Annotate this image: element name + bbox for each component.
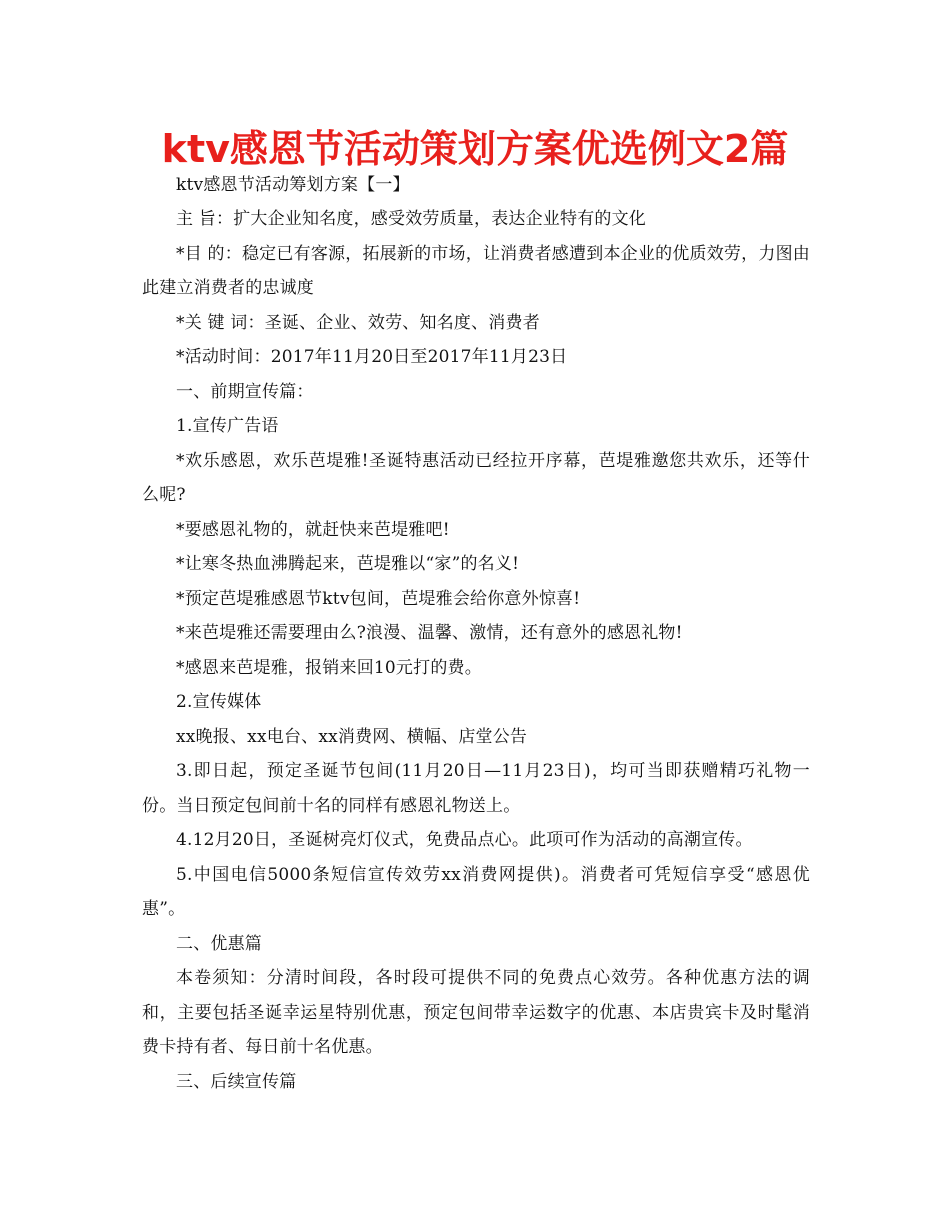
subsection-heading: 1.宣传广告语 bbox=[176, 416, 279, 436]
paragraph: *关 键 词：圣诞、企业、效劳、知名度、消费者 bbox=[176, 312, 540, 333]
paragraph: *感恩来芭堤雅，报销来回10元打的费。 bbox=[176, 657, 482, 678]
paragraph: ktv感恩节活动筹划方案【一】 bbox=[176, 175, 410, 195]
paragraph: 主 旨：扩大企业知名度，感受效劳质量，表达企业特有的文化 bbox=[176, 209, 647, 229]
paragraph: 5.中国电信5000条短信宣传效劳xx消费网提供)。消费者可凭短信享受“感恩优惠”。 bbox=[142, 864, 810, 919]
paragraph: *活动时间：2017年11月20日至2017年11月23日 bbox=[176, 347, 568, 367]
paragraph: *欢乐感恩，欢乐芭堤雅!圣诞特惠活动已经拉开序幕，芭堤雅邀您共欢乐，还等什么呢? bbox=[142, 450, 810, 505]
paragraph: 本卷须知：分清时间段，各时段可提供不同的免费点心效劳。各种优惠方法的调和，主要包括圣诞幸运星特别优惠，预定包间带幸运数字的优惠、本店贵宾卡及时髦消费卡持有者、每日前十名优惠。 bbox=[142, 968, 810, 1057]
paragraph: *目 的：稳定已有客源，拓展新的市场，让消费者感遭到本企业的优质效劳，力图由此建立消费者的忠诚度 bbox=[142, 243, 810, 298]
paragraph: *来芭堤雅还需要理由么?浪漫、温馨、激情，还有意外的感恩礼物! bbox=[176, 623, 683, 643]
paragraph: *让寒冬热血沸腾起来，芭堤雅以“家”的名义! bbox=[176, 554, 520, 574]
section-heading: 三、后续宣传篇 bbox=[176, 1071, 297, 1092]
subsection-heading: 2.宣传媒体 bbox=[176, 692, 262, 712]
section-heading: 一、前期宣传篇： bbox=[176, 381, 314, 402]
paragraph: xx晚报、xx电台、xx消费网、横幅、店堂公告 bbox=[176, 726, 528, 747]
paragraph: *预定芭堤雅感恩节ktv包间，芭堤雅会给你意外惊喜! bbox=[176, 588, 581, 609]
paragraph: 3.即日起，预定圣诞节包间(11月20日—11月23日)，均可当即获赠精巧礼物一份。当日预定包间前十名的同样有感恩礼物送上。 bbox=[142, 761, 810, 816]
document-title: ktv感恩节活动策划方案优选例文2篇 bbox=[161, 127, 789, 171]
document-body bbox=[142, 168, 810, 1099]
paragraph: *要感恩礼物的，就赶快来芭堤雅吧! bbox=[176, 519, 450, 540]
paragraph: 4.12月20日，圣诞树亮灯仪式，免费品点心。此项可作为活动的高潮宣传。 bbox=[176, 830, 753, 850]
section-heading: 二、优惠篇 bbox=[176, 933, 262, 954]
